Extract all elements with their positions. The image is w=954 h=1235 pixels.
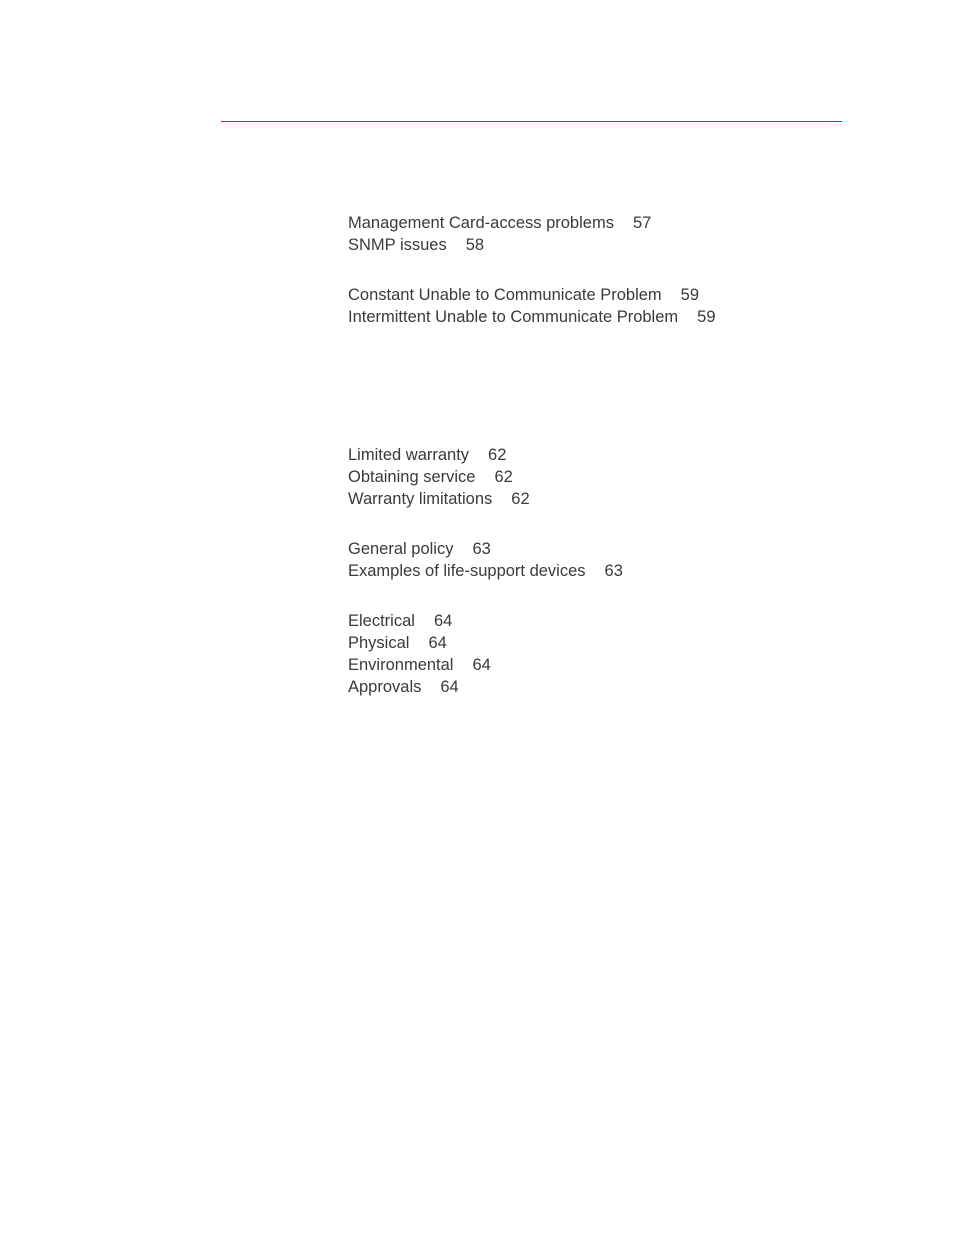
toc-entry[interactable]	[348, 610, 828, 632]
toc-entry-page: 64	[440, 678, 459, 696]
toc-entry[interactable]	[348, 212, 828, 234]
toc-entry-title: Environmental	[348, 656, 454, 674]
toc-entry-page: 59	[697, 308, 716, 326]
toc-entry-page: 64	[428, 634, 447, 652]
toc-entry[interactable]	[348, 654, 828, 676]
toc-group-life-support	[348, 538, 828, 582]
toc-entry[interactable]	[348, 444, 828, 466]
toc-entry[interactable]	[348, 488, 828, 510]
toc-entry-page: 64	[472, 656, 491, 674]
toc-entry-title: Intermittent Unable to Communicate Problem	[348, 308, 679, 326]
toc-group-warranty	[348, 444, 828, 510]
header-rule	[221, 121, 842, 122]
toc-entry[interactable]	[348, 632, 828, 654]
toc-entry[interactable]	[348, 466, 828, 488]
toc-entry[interactable]	[348, 676, 828, 698]
toc-group-communication	[348, 284, 828, 328]
toc-entry[interactable]	[348, 306, 828, 328]
toc-entry-page: 62	[488, 446, 507, 464]
toc-entry-title: Warranty limitations	[348, 490, 493, 508]
toc-entry-page: 58	[465, 236, 485, 254]
toc-group-specifications	[348, 610, 828, 698]
toc-entry-title: Limited warranty	[348, 446, 470, 464]
toc-group-troubleshooting-card	[348, 212, 828, 256]
toc-entry[interactable]	[348, 234, 828, 256]
toc-entry-title: Physical	[348, 634, 410, 652]
toc-entry-page: 62	[494, 468, 513, 486]
toc-entry-title: SNMP issues	[348, 236, 447, 254]
toc-entry[interactable]	[348, 560, 828, 582]
toc-entry-title: Approvals	[348, 678, 422, 696]
toc-entry-title: Obtaining service	[348, 468, 476, 486]
toc-entry[interactable]	[348, 538, 828, 560]
toc-entry-title: General policy	[348, 540, 454, 558]
toc-entry-page: 59	[680, 286, 700, 304]
toc-entry-title: Constant Unable to Communicate Problem	[348, 286, 662, 304]
toc-entry-page: 64	[433, 612, 453, 630]
toc-entry-page: 57	[632, 214, 652, 232]
toc-entry[interactable]	[348, 284, 828, 306]
toc-entry-title: Management Card-access problems	[348, 214, 614, 232]
toc-entry-title: Examples of life-support devices	[348, 562, 586, 580]
toc-entry-page: 63	[604, 562, 623, 580]
toc-entry-title: Electrical	[348, 612, 415, 630]
table-of-contents	[348, 212, 828, 698]
toc-entry-page: 63	[472, 540, 491, 558]
toc-entry-page: 62	[511, 490, 530, 508]
